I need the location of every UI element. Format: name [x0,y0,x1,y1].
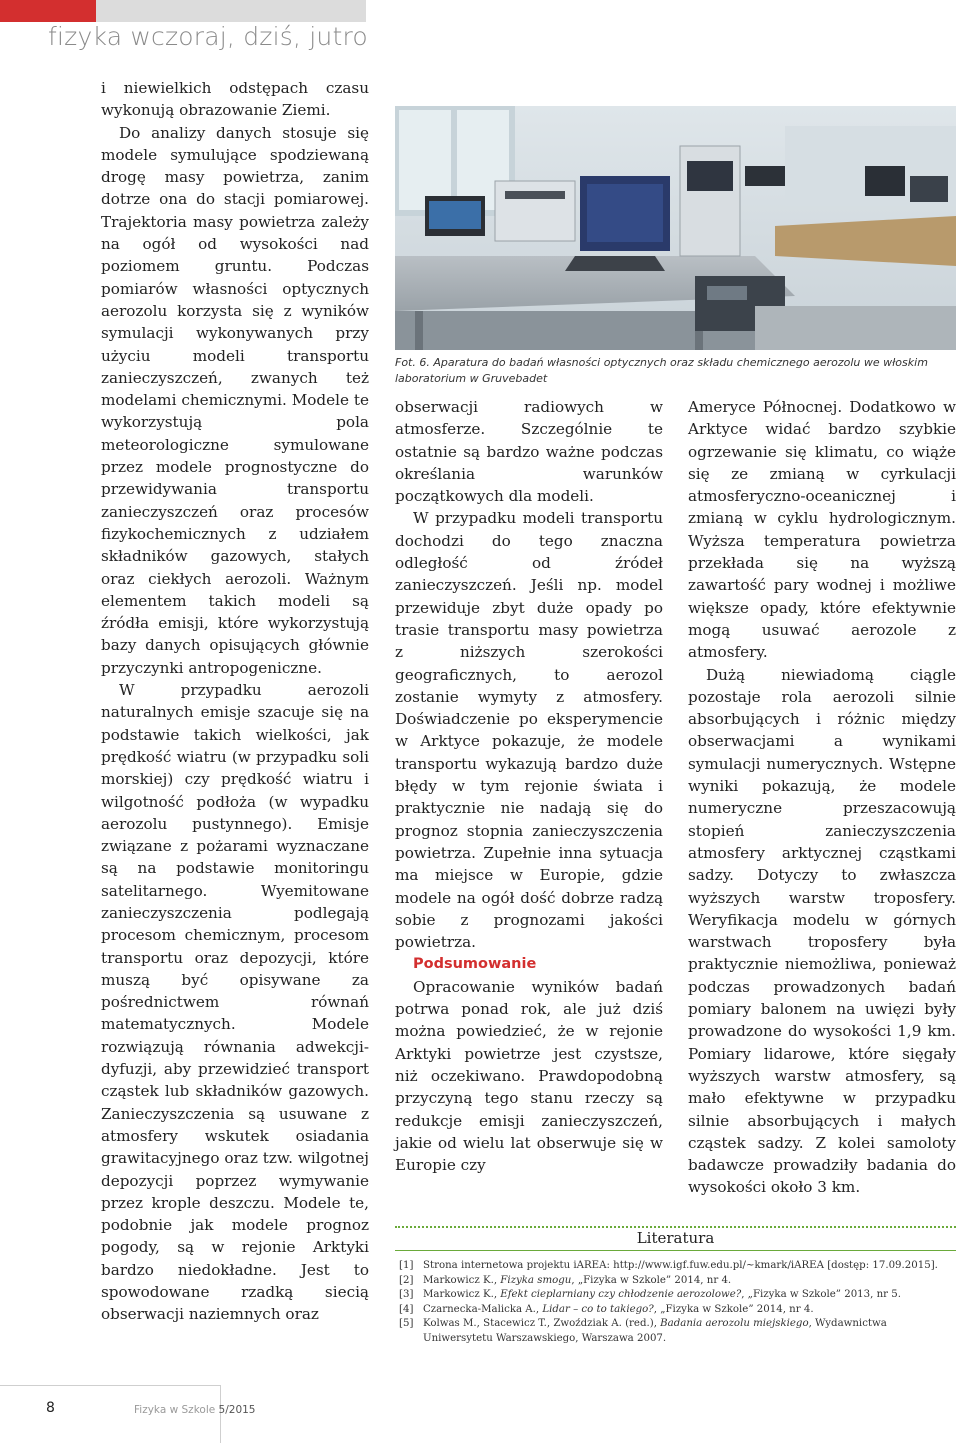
photo-illustration [395,106,956,350]
reference-text: Czarnecka-Malicka A., [423,1303,543,1315]
reference-source: , „Fizyka w Szkole” 2014, nr 4. [571,1274,732,1286]
reference-item [399,1317,954,1346]
paragraph: i niewielkich odstępach czasu wykonują obrazowanie Ziemi. [101,79,369,120]
text-column-3 [688,396,956,1199]
reference-source: , „Fizyka w Szkole” 2013, nr 5. [741,1289,902,1301]
paragraph: Do analizy danych stosuje się modele symulujące spodziewaną drogę masy powietrza, zanim dotrze ona do stacji pomiarowej. Trajektoria masy powietrza zależy na ogół od wysokości nad poziomem gruntu. Podczas pomiarów własności optycznych aerozolu korzysta się z wyników symulacji wykonywanych przy użyciu modeli transportu zanieczyszczeń, zwanych też modelami chemicznymi. Modele te wykorzystują pola meteorologiczne symulowane przez modele prognostyczne do przewidywania transportu zanieczyszczeń oraz procesów fizykochemicznych z udziałem składników gazowych, stałych oraz ciekłych aerozoli. Ważnym elementem takich modeli są źródła emisji, które wykorzystują bazy danych opisujących głównie przyczynki antropogeniczne. [101,123,369,677]
literature-title: Literatura [636,1229,715,1247]
page-number: 8 [46,1400,55,1416]
reference-text: Strona internetowa projektu iAREA: http://www.igf.fuw.edu.pl/~kmark/iAREA [dostęp: 17.09.2015]. [423,1260,938,1271]
literature-underline [395,1250,956,1251]
text-column-1 [101,77,369,1326]
reference-source: , „Fizyka w Szkole” 2014, nr 4. [653,1303,814,1315]
section-title: fizyka wczoraj, dziś, jutro [48,22,368,51]
paragraph: Ameryce Północnej. Dodatkowo w Arktyce widać bardzo szybkie ogrzewanie się klimatu, co wiąże się ze zmianą w cyrkulacji atmosferyczno-oceanicznej i zmianą w cyklu hydrologicznym. Wyższa temperatura powietrza przekłada się na wyższą zawartość pary wodnej i możliwe większe opady, które efektywnie mogą usuwać aerozole z atmosfery. [688,398,956,662]
journal-issue: 5/2015 [218,1404,256,1416]
section-subheading: Podsumowanie [413,956,537,973]
paragraph: W przypadku modeli transportu dochodzi do tego znaczna odległość od źródeł zanieczyszczeń. Jeśli np. model przewiduje zbyt duże opady po trasie transportu masy powietrza z niższych szerokości geograficznych, to aerozol zostanie wymyty z atmosfery. Doświadczenie po eksperymencie w Arktyce pokazuje, że modele transportu wykazują bardzo duże błędy w tym rejonie świata i praktycznie nie nadają się do prognoz stopnia zanieczyszczenia powietrza. Zupełnie inna sytuacja ma miejsce w Europie, gdzie modele na ogół dość dobrze radzą sobie z prognozami jakości powietrza. [395,509,663,952]
paragraph: obserwacji radiowych w atmosferze. Szczególnie te ostatnie są bardzo ważne podczas określania warunków początkowych dla modeli. [395,398,663,506]
reference-item [399,1288,954,1303]
reference-title: Efekt cieplarniany czy chłodzenie aerozolowe? [500,1289,742,1301]
reference-title: Lidar – co to takiego? [542,1303,654,1315]
reference-item [399,1274,954,1289]
reference-text: Markowicz K., [423,1274,501,1286]
reference-list [399,1259,954,1347]
reference-number: [3] [399,1289,414,1301]
literature-divider [395,1226,956,1228]
journal-footer [134,1404,256,1416]
header-red-bar [0,0,96,22]
reference-title: Fizyka smogu [500,1274,572,1286]
caption-text: Aparatura do badań własności optycznych oraz składu chemicznego aerozolu we włoskim laboratorium w Gruvebadet [395,356,928,385]
caption-label: Fot. 6. [395,356,430,369]
reference-number: [5] [399,1318,414,1330]
reference-number: [1] [399,1260,414,1271]
reference-item [399,1259,954,1274]
reference-text: Markowicz K., [423,1289,501,1301]
reference-number: [4] [399,1303,414,1315]
reference-title: Badania aerozolu miejskiego [660,1318,809,1330]
reference-number: [2] [399,1274,414,1286]
reference-item [399,1303,954,1318]
header-gray-bar [96,0,366,22]
paragraph: Opracowanie wyników badań potrwa ponad rok, ale już dziś można powiedzieć, że w rejonie Arktyki powietrze jest czystsze, niż oczekiwano. Prawdopodobną przyczyną tego stanu rzeczy są redukcje emisji zanieczyszczeń, jakie od wielu lat obserwuje się w Europie czy [395,977,663,1175]
paragraph: Dużą niewiadomą ciągle pozostaje rola aerozoli silnie absorbujących i różnic między obserwacjami a wynikami symulacji numerycznych. Wstępne wyniki pokazują, że modele numeryczne przeszacowują stopień zanieczyszczenia atmosfery arktycznej cząstkami sadzy. Dotyczy to zwłaszcza wyższych warstw troposfery. Weryfikacja modelu w górnych warstwach troposfery była praktycznie niemożliwa, ponieważ podczas prowadzonych badań pomiary balonem na uwięzi były prowadzone do wysokości 1,9 km. Pomiary lidarowe, które sięgały wyższych warstw atmosfery, są mało efektywne w przypadku silnie absorbujących i małych cząstek sadzy. Z kolei samoloty badawcze prowadziły badania do wysokości około 3 km. [688,665,956,1197]
figure-caption [395,355,956,387]
paragraph: W przypadku aerozoli naturalnych emisje szacuje się na podstawie takich wielkości, jak prędkość wiatru (w przypadku soli morskiej) czy prędkość wiatru i wilgotność podłoża (w wypadku aerozolu pustynnego). Emisje związane z pożarami wyznaczane są na podstawie monitoringu satelitarnego. Wyemitowane zanieczyszczenia podlegają procesom chemicznym, procesom transportu oraz depozycji, które muszą być opisywane za pośrednictwem równań matematycznych. Modele rozwiązują równania adwekcji-dyfuzji, aby przewidzieć transport cząstek lub składników gazowych. Zanieczyszczenia są usuwane z atmosfery wskutek osiadania grawitacyjnego oraz tzw. wilgotnej depozycji poprzez wymywanie przez krople deszczu. Modele te, podobnie jak modele prognoz pogody, są w rejonie Arktyki bardzo niedokładne. Jest to spowodowane rzadką siecią obserwacji naziemnych oraz [101,681,369,1324]
reference-source: , Wydawnictwa Uniwersytetu Warszawskiego, Warszawa 2007. [423,1318,887,1344]
lab-equipment-photo [395,106,956,350]
text-column-2 [395,396,663,1176]
journal-name: Fizyka w Szkole [134,1404,216,1416]
reference-text: Kolwas M., Stacewicz T., Zwoździak A. (red.), [423,1318,661,1330]
